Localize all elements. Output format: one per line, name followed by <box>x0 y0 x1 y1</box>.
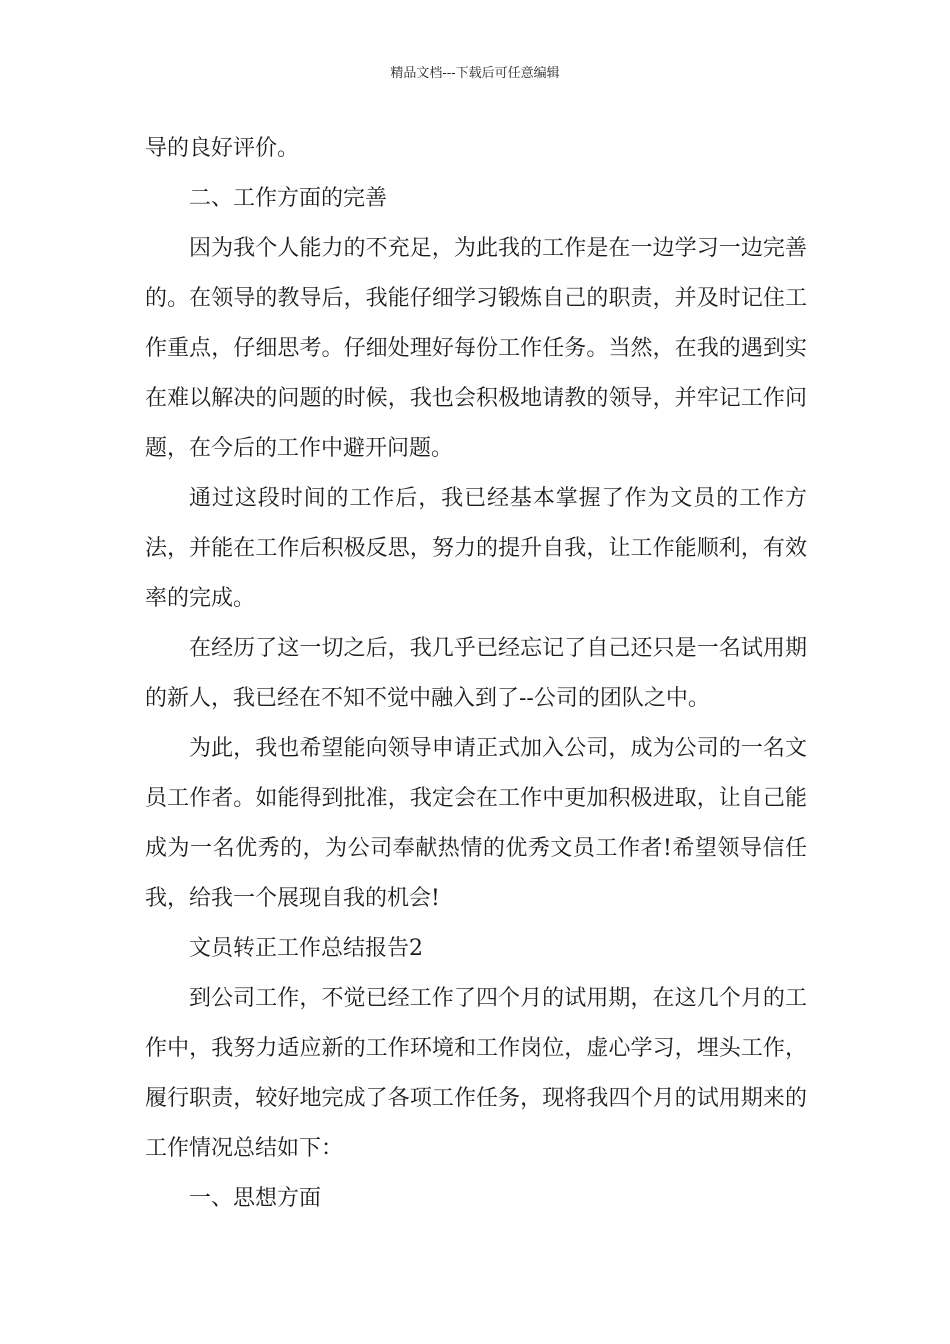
paragraph: 在经历了这一切之后，我几乎已经忘记了自己还只是一名试用期的新人，我已经在不知不觉中融入到了--公司的团队之中。 <box>145 636 807 711</box>
paragraph-continuation: 导的良好评价。 <box>145 136 300 161</box>
paragraph: 通过这段时间的工作后，我已经基本掌握了作为文员的工作方法，并能在工作后积极反思，努力的提升自我，让工作能顺利，有效率的完成。 <box>145 486 807 611</box>
paragraph: 因为我个人能力的不充足，为此我的工作是在一边学习一边完善的。在领导的教导后，我能仔细学习锻炼自己的职责，并及时记住工作重点，仔细思考。仔细处理好每份工作任务。当然，在我的遇到实在难以解决的问题的时候，我也会积极地请教的领导，并牢记工作问题，在今后的工作中避开问题。 <box>145 236 807 461</box>
page-header: 精品文档---下载后可任意编辑 <box>390 66 560 81</box>
report-title: 文员转正工作总结报告2 <box>189 936 423 961</box>
paragraph: 到公司工作，不觉已经工作了四个月的试用期，在这几个月的工作中，我努力适应新的工作环境和工作岗位，虚心学习，埋头工作，履行职责，较好地完成了各项工作任务，现将我四个月的试用期来的工作情况总结如下： <box>145 986 807 1161</box>
section-heading-thought: 一、思想方面 <box>189 1186 322 1211</box>
document-body <box>145 124 807 1224</box>
paragraph: 为此，我也希望能向领导申请正式加入公司，成为公司的一名文员工作者。如能得到批准，我定会在工作中更加积极进取，让自己能成为一名优秀的，为公司奉献热情的优秀文员工作者!希望领导信任我，给我一个展现自我的机会! <box>145 736 807 911</box>
section-heading-work: 二、工作方面的完善 <box>189 186 388 211</box>
